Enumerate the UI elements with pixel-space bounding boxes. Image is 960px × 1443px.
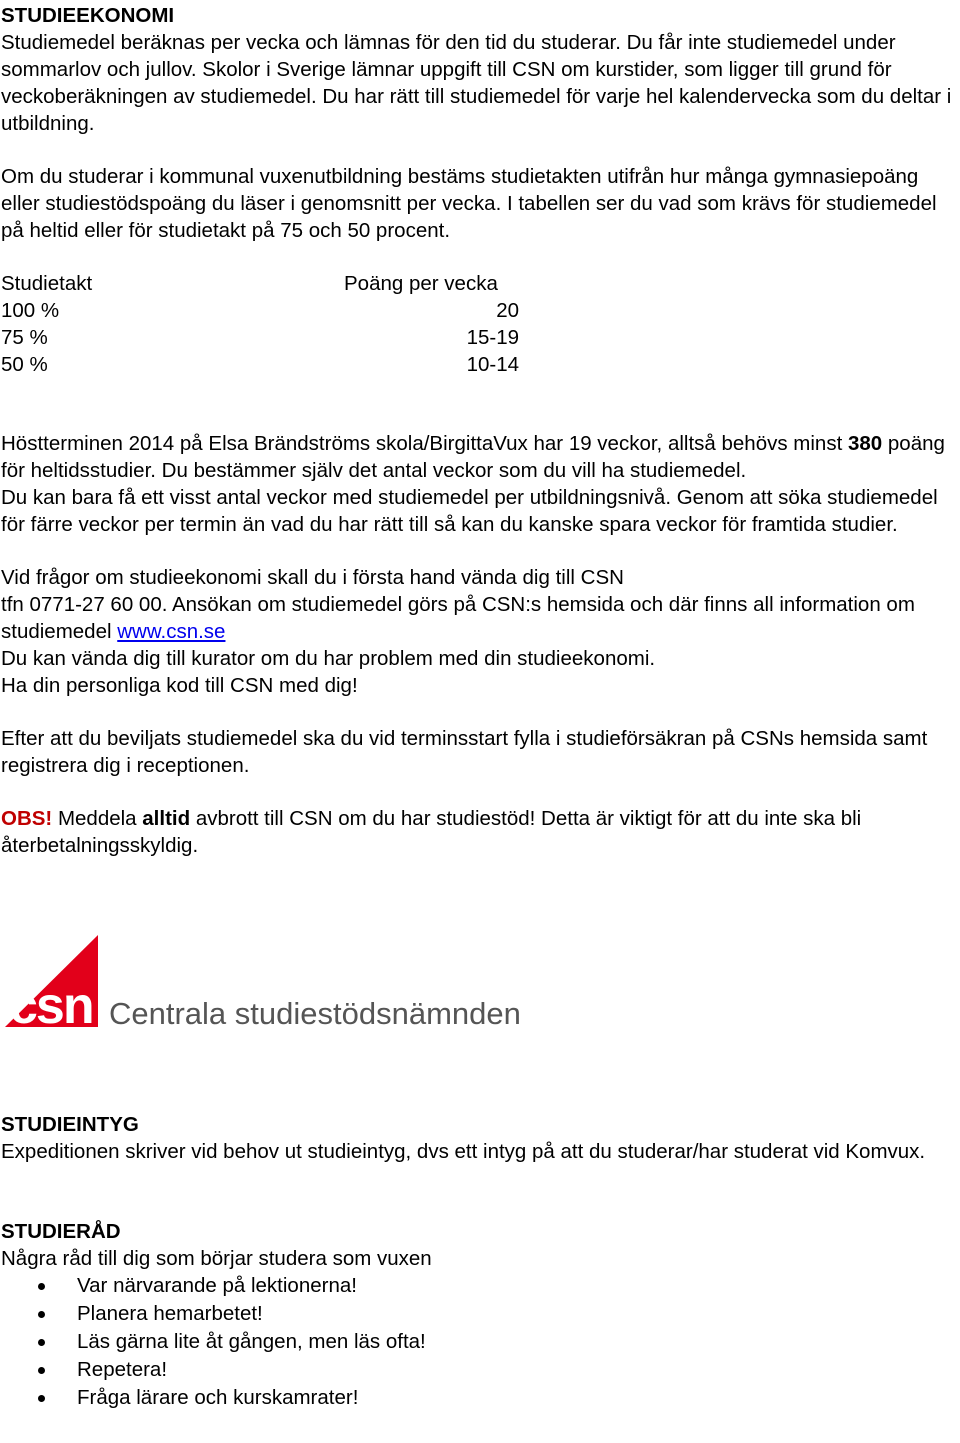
list-item: Läs gärna lite åt gången, men läs ofta! (1, 1328, 957, 1356)
table-row: 100 % 20 (1, 299, 519, 322)
studietakt-table (1, 270, 957, 378)
logo-name: Centrala studiestödsnämnden (109, 996, 521, 1031)
heading-studieekonomi: STUDIEEKONOMI (1, 4, 175, 27)
paragraph-obs: OBS! Meddela alltid avbrott till CSN om du har studiestöd! Detta är viktigt för att du inte ska bli återbetalningsskyldig. (1, 807, 862, 857)
section-studieintyg-studierad (1, 1111, 957, 1412)
csn-logo-icon (3, 935, 538, 1035)
obs-label: OBS! (1, 807, 53, 830)
column-header-studietakt: Studietakt (1, 272, 93, 295)
heading-studierad: STUDIERÅD (1, 1220, 121, 1243)
table-row: 50 % 10-14 (1, 353, 519, 376)
paragraph-personlig-kod: Ha din personliga kod till CSN med dig! (1, 674, 358, 697)
paragraph-studierad-intro: Några råd till dig som börjar studera som vuxen (1, 1247, 432, 1270)
document-page (1, 2, 957, 859)
paragraph-utbildningsniva: Du kan bara få ett visst antal veckor med studiemedel per utbildningsnivå. Genom att söka studiemedel för färre veckor per termin än vad du har rätt till så kan du kanske spara veckor för framtida studier. (1, 486, 938, 536)
list-item: Fråga lärare och kurskamrater! (1, 1384, 957, 1412)
paragraph-studiemedel: Studiemedel beräknas per vecka och lämnas för den tid du studerar. Du får inte studiemedel under sommarlov och jullov. Skolor i Sverige lämnar uppgift till CSN om kurstider, som ligger till grund för veckoberäkningen av studiemedel. Du har rätt till studiemedel för varje hel kalendervecka som du deltar i utbildning. (1, 31, 952, 135)
paragraph-studietakt: Om du studerar i kommunal vuxenutbildning bestäms studietakten utifrån hur många gymnasiepoäng eller studiestödspoäng du läser i genomsnitt per vecka. I tabellen ser du vad som krävs för studiemedel på heltid eller för studietakt på 75 och 50 procent. (1, 165, 937, 242)
csn-logo (3, 935, 538, 1035)
table-row: 75 % 15-19 (1, 326, 519, 349)
csn-website-link[interactable]: www.csn.se (117, 620, 226, 643)
list-item: Var närvarande på lektionerna! (1, 1272, 957, 1300)
column-header-poang: Poäng per vecka (344, 272, 498, 295)
paragraph-kurator: Du kan vända dig till kurator om du har problem med din studieekonomi. (1, 647, 656, 670)
heading-studieintyg: STUDIEINTYG (1, 1113, 139, 1136)
paragraph-hostterminen: Höstterminen 2014 på Elsa Brändströms skola/BirgittaVux har 19 veckor, alltså behövs minst 380 poäng för heltidsstudier. Du bestämmer själv det antal veckor som du vill ha studiemedel. (1, 432, 945, 482)
paragraph-fragor: Vid frågor om studieekonomi skall du i första hand vända dig till CSN tfn 0771-27 60 00. Ansökan om studiemedel görs på CSN:s hemsida och där finns all information om studiemedel www.csn.se (1, 566, 915, 643)
paragraph-studieintyg: Expeditionen skriver vid behov ut studieintyg, dvs ett intyg på att du studerar/har studerat vid Komvux. (1, 1140, 926, 1163)
logo-mark: csn (9, 977, 93, 1035)
studierad-list (1, 1272, 957, 1412)
table-header (1, 270, 957, 297)
list-item: Planera hemarbetet! (1, 1300, 957, 1328)
list-item: Repetera! (1, 1356, 957, 1384)
paragraph-studieforsakran: Efter att du beviljats studiemedel ska du vid terminsstart fylla i studieförsäkran på CSNs hemsida samt registrera dig i receptionen. (1, 727, 928, 777)
